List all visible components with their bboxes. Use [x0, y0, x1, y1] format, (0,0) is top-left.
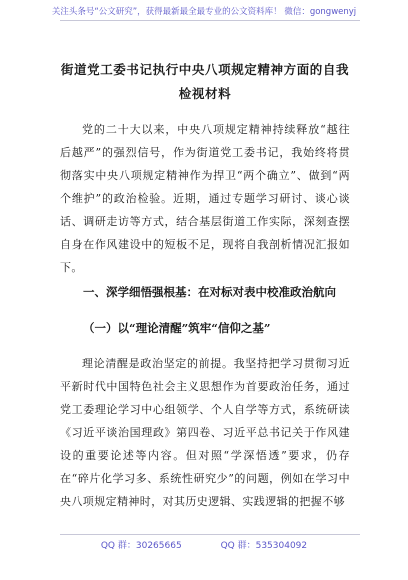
- intro-paragraph: 党的二十大以来，中央八项规定精神持续释放“越往后越严”的强烈信号，作为街道党工委书记，我始终将贯彻落实中央八项规定精神作为捍卫“两个确立”、做到“两个维护”的政治检验。近期，通过专题学习研讨、谈心谈话、调研走访等方式，结合基层街道工作实际，深刻查摆自身在作风建设中的短板不足，现将自我剖析情况汇报如下。: [60, 123, 350, 274]
- footer-qq-group-2: QQ 群：535304092: [220, 541, 308, 551]
- subsection-1-heading: （一）以“理论清醒”筑牢“信仰之基”: [83, 321, 271, 335]
- subsection-1-body: 理论清醒是政治坚定的前提。我坚持把学习贯彻习近平新时代中国特色社会主义思想作为首要政治任务，通过党工委理论学习中心组领学、个人自学等方式，系统研读《习近平谈治国理政》第四卷、习近平总书记关于作风建设的重要论述等内容。但对照“学深悟透”要求，仍存在“碎片化学习多、系统性研究少”的问题，例如在学习中央八项规定精神时，对其历史逻辑、实践逻辑的把握不够: [60, 357, 350, 508]
- footer-qq-group-1: QQ 群：30265665: [100, 541, 182, 551]
- footer-contact: [0, 538, 408, 551]
- document-title: 街道党工委书记执行中央八项规定精神方面的自我检视材料: [60, 62, 350, 101]
- section-1-heading: 一、深学细悟强根基：在对标对表中校准政治航向: [83, 285, 336, 299]
- header-promo-note: 关注头条号“公文研究”，获得最新最全最专业的公文资料库！ 微信：gongwenyj: [51, 7, 357, 17]
- footer-divider: [60, 534, 360, 535]
- header-divider: [60, 20, 360, 21]
